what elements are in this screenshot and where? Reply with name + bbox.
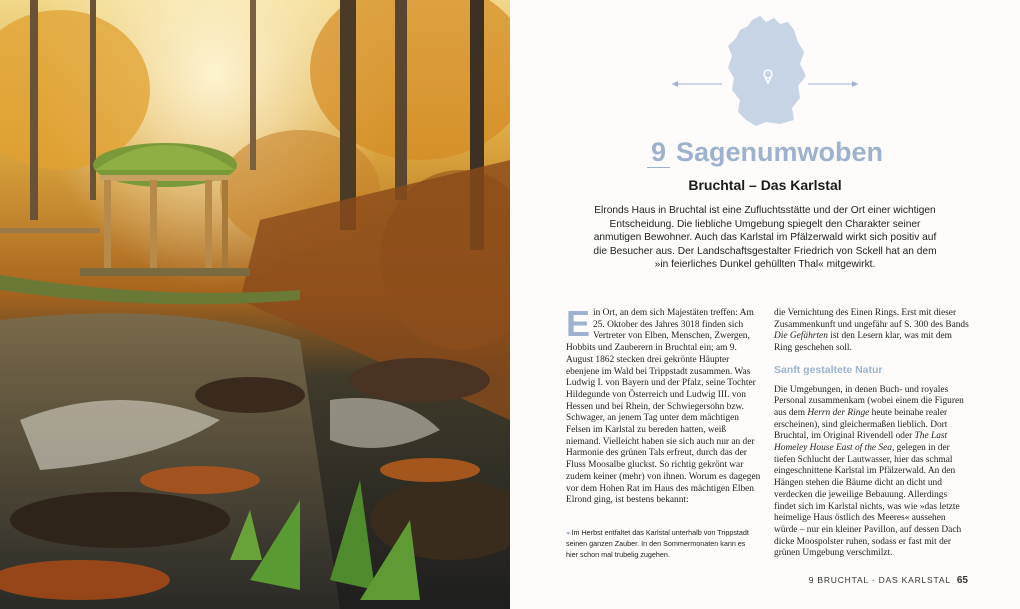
book-title: The Last Homeley House East of the Sea <box>774 431 948 454</box>
body-paragraph <box>774 385 970 561</box>
body-text-col1: in Ort, an dem sich Majestäten treffen: Am 25. Oktober des Jahres 3018 finden sich Vertreter von Elben, Menschen, Zwergen, Hobbits und Zauberern in Bruchtal ein; am 9. August 1862 stecken drei gekrönte Häupter ebenjene im Wald bei Trippstadt zusammen. Was Ludwig I. von Bayern und der Pfalz, seine Tochter Hildegunde von Österreich und Ludwig III. von Hessen und bei Rhein, der Schwiegersohn bzw. Schwager, an jenem Tag unter dem mächtigen Felsen im Karlstal zu bereden hatten, weiß niemand. Vielleicht haben sie sich auch nur an der Harmonie des grünen Tals erfreut, durch das der Fluss Moosalbe gluckst. So richtig gekrönt war zudem keiner (mehr) von ihnen. Worum es dagegen vor dem Hohen Rat im Haus des mächtigen Elben Elrond ging, ist bestens bekannt: <box>566 308 761 506</box>
text-run: ist den Lesern klar, was mit dem Ring geschehen soll. <box>774 331 952 354</box>
caption-text: Im Herbst entfaltet das Karlstal unterhalb von Trippstadt seinen ganzen Zauber. In den Sommermonaten kann es hier schon mal trubelig zugehen. <box>566 528 749 559</box>
photo-caption <box>566 528 752 560</box>
chapter-title: Sagenumwoben <box>676 137 884 167</box>
intro-paragraph: Elronds Haus in Bruchtal ist eine Zufluchtsstätte und der Ort einer wichtigen Entscheidung. Die liebliche Umgebung spiegelt den Charakter seiner anmutigen Bewohner. Auch das Karlstal im Pfälzerwald wirkt sich positiv auf die Besucher aus. Der Landschaftsgestalter Friedrich von Sckell hat an dem »in feierliches Dunkel gehüllten Thal« mitgewirkt. <box>593 205 937 270</box>
text-run: , gelegen in der tiefen Schlucht der Lautwasser, hier das schmal eingeschnittene Karlstal im Pfälzerwald. An den Hängen stehen die Bäume dicht an dicht und verdecken die jeweilige Bebauung. Allerdings findet sich im Karlstal nichts, was wie »das letzte heimelige Haus östlich des Meeres« aussehen würde – nur ein kleiner Pavillon, auf dessen Dach dicke Moospolster ruhen, sodass er fast mit der grünen Umgebung verschmilzt. <box>774 443 962 559</box>
text-run: heute beinahe realer erscheinen), sind gleichermaßen lieblich. Dort Bruchtal, im Original Rivendell oder <box>774 407 948 442</box>
map-header <box>670 8 860 130</box>
book-title: Herrn der Ringe <box>807 407 870 418</box>
text-page <box>510 0 1020 609</box>
page-footer <box>809 575 968 586</box>
running-footer: 9 BRUCHTAL · DAS KARLSTAL <box>808 575 951 585</box>
germany-map-icon <box>670 8 860 130</box>
body-column-2 <box>774 308 970 560</box>
section-heading: Sanft gestaltete Natur <box>774 363 883 376</box>
chapter-subtitle: Bruchtal – Das Karlstal <box>688 177 842 193</box>
text-run: Die Umgebungen, in denen Buch- und royales Personal zusammenkam (wobei einem die Figuren aus dem <box>774 384 964 418</box>
chapter-heading <box>510 137 1020 168</box>
body-paragraph <box>774 308 970 355</box>
body-column-1 <box>566 303 762 507</box>
book-title: Die Gefährten <box>774 331 828 342</box>
text-run: die Vernichtung des Einen Rings. Erst mit dieser Zusammenkunft und ungefähr auf S. 300 des Bands <box>774 308 969 330</box>
page-number: 65 <box>956 575 968 586</box>
caption-marker-icon: ◂ <box>566 530 570 537</box>
drop-cap: E <box>566 303 591 344</box>
chapter-number: 9 <box>647 137 670 168</box>
